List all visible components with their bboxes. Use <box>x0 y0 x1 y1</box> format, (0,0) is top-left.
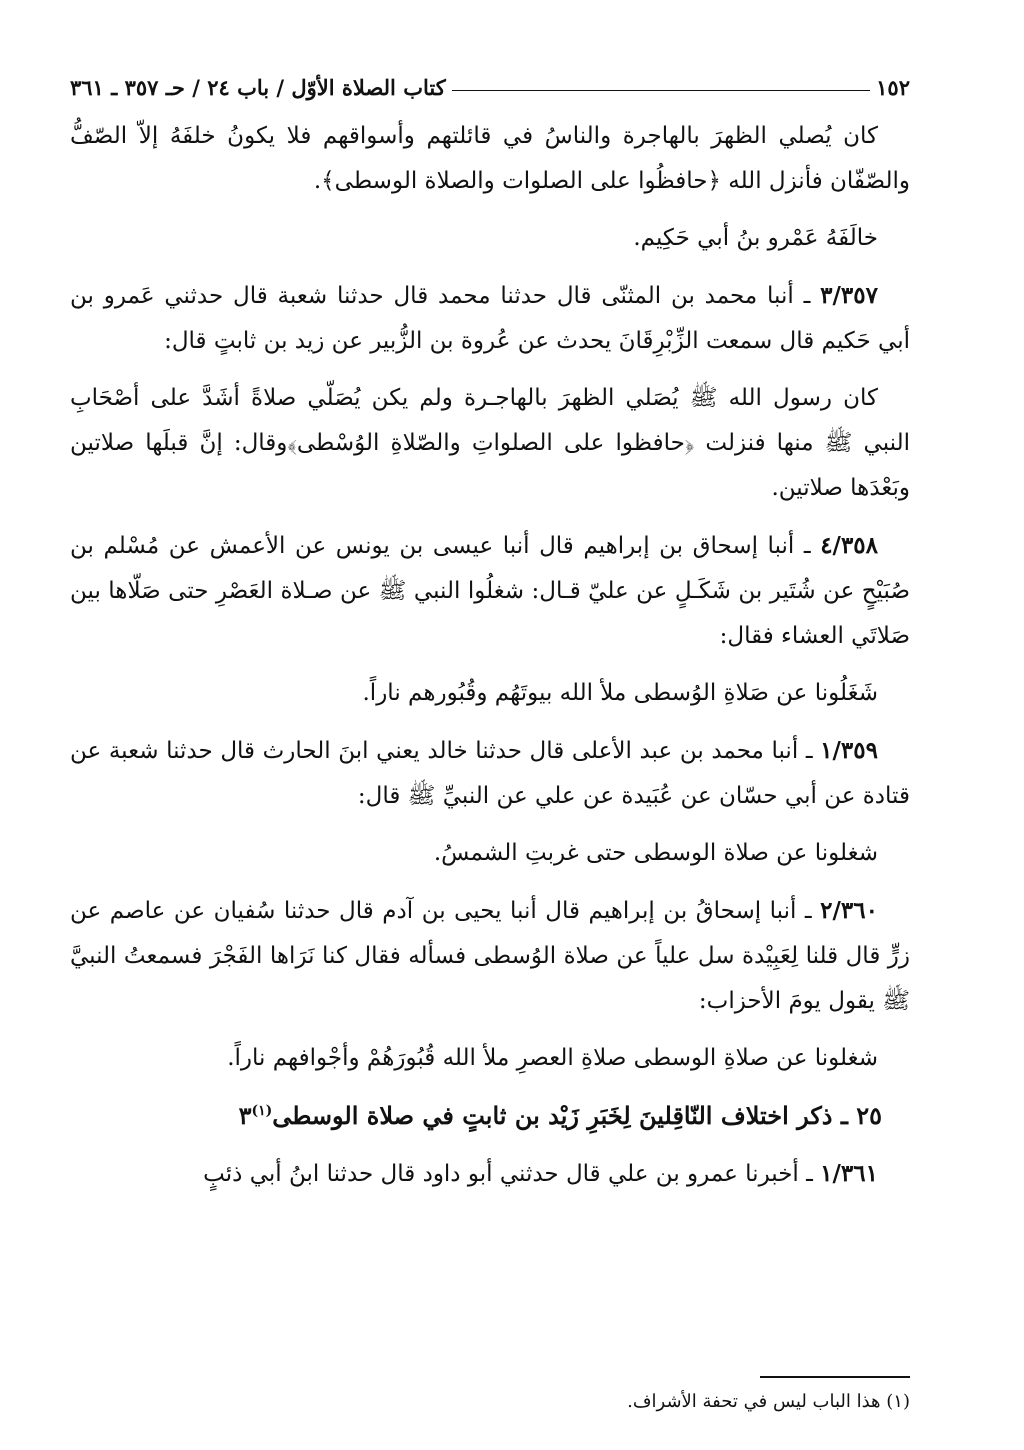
hadith-paragraph <box>70 273 910 364</box>
footnote-rule <box>760 1376 910 1378</box>
hadith-number: ٣/٣٥٧ <box>820 282 878 309</box>
text-paragraph: خالَفَهُ عَمْرو بنُ أبي حَكِيم. <box>633 225 878 251</box>
hadith-text: ـ أخبرنا عمرو بن علي قال حدثني أبو داود قال حدثنا ابنُ أبي ذئبٍ <box>203 1161 813 1187</box>
chapter-heading-text: ٢٥ ـ ذكر اختلاف النّاقِلينَ لِخَبَرِ زَيْد بن ثابتٍ في صلاة الوسطى <box>272 1101 882 1130</box>
hadith-text: ـ أنبا إسحاقُ بن إبراهيم قال أنبا يحيى بن آدم قال حدثنا سُفيان عن عاصم عن زرٍّ قال قلنا لِعَبِيْدة سل علياً عن صلاة الوُسطى فسأله فقال كنا نَرَاها الفَجْرَ فسمعتُ النبيَّ ﷺ يقول يومَ الأحزاب: <box>70 898 910 1014</box>
hadith-paragraph <box>70 1151 910 1197</box>
hadith-number: ١/٣٦١ <box>820 1160 878 1187</box>
text-paragraph: شَغَلُونا عن صَلاةِ الوُسطى ملأ الله بيوتَهُم وقُبُورهم ناراً. <box>362 680 878 706</box>
header-rule <box>452 90 870 91</box>
page-number: ١٥٢ <box>876 75 910 100</box>
hadith-text: ـ أنبا إسحاق بن إبراهيم قال أنبا عيسى بن يونس عن الأعمش عن مُسْلم بن صُبَيْحٍ عن شُتَير بن شَكَـلٍ عن عليّ قـال: شغلُوا النبي ﷺ عن صـلاة العَصْرِ حتى صَلّاها بين صَلاتَي العشاء فقال: <box>70 533 910 649</box>
hadith-number: ٢/٣٦٠ <box>820 897 878 924</box>
chapter-heading <box>70 1093 910 1139</box>
text-paragraph: كان يُصلي الظهرَ بالهاجرة والناسُ في قائلتهم وأسواقهم فلا يكونُ خلفَهُ إلاّ الصّفُّ والصّفّان فأنزل الله ﴿حافظُوا على الصلوات والصلاة الوسطى﴾. <box>70 123 910 194</box>
hadith-paragraph <box>70 888 910 1024</box>
footnote-text: (١) هذا الباب ليس في تحفة الأشراف. <box>627 1391 910 1412</box>
text-paragraph: شغلونا عن صلاةِ الوسطى صلاةِ العصرِ ملأ الله قُبُورَهُمْ وأجْوافهم ناراً. <box>227 1045 878 1071</box>
footnote-marker: (١) <box>251 1103 273 1119</box>
hadith-text: ـ أنبا محمد بن المثنّى قال حدثنا محمد قال حدثنا شعبة قال حدثني عَمرو بن أبي حَكيم قال سمعت الزِّبْرِقَانَ يحدث عن عُروة بن الزُّبير عن زيد بن ثابتٍ قال: <box>70 283 910 354</box>
hadith-text: ـ أنبا محمد بن عبد الأعلى قال حدثنا خالد يعني ابنَ الحارث قال حدثنا شعبة عن قتادة عن أبي حسّان عن عُبَيدة عن علي عن النبيِّ ﷺ قال: <box>70 738 910 809</box>
text-paragraph: شغلونا عن صلاة الوسطى حتى غربتِ الشمسُ. <box>433 840 878 866</box>
footnote-area <box>70 1376 910 1416</box>
running-title: كتاب الصلاة الأوّل / باب ٢٤ / حـ ٣٥٧ ـ ٣٦١ <box>70 75 446 100</box>
text-paragraph: كان رسول الله ﷺ يُصَلي الظهرَ بالهاجـرة ولم يكن يُصَلّي صلاةً أشَدَّ على أصْحَابِ النبي ﷺ منها فنزلت ﴿حافظوا على الصلواتِ والصّلاةِ الوُسْطى﴾وقال: إنَّ قبلَها صلاتين وبَعْدَها صلاتين. <box>70 385 910 501</box>
hadith-number: ١/٣٥٩ <box>820 737 878 764</box>
page-body <box>70 60 910 1209</box>
page-header <box>70 60 910 100</box>
hadith-paragraph <box>70 523 910 659</box>
chapter-heading-suffix: ٣ <box>238 1101 252 1130</box>
hadith-number: ٤/٣٥٨ <box>820 532 879 559</box>
hadith-paragraph <box>70 728 910 819</box>
